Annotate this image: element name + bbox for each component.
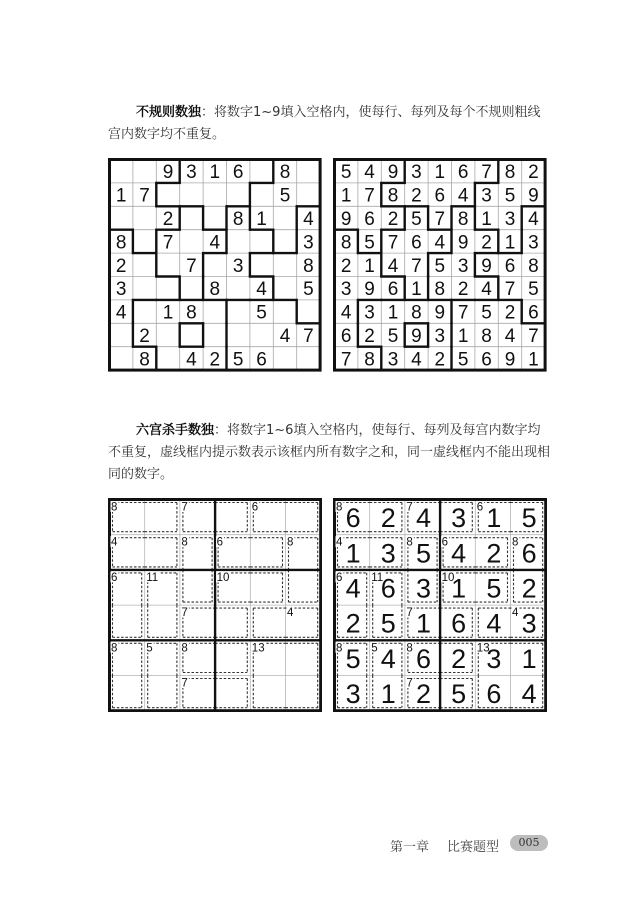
grid-digit: 4 xyxy=(364,162,375,184)
grid-digit: 2 xyxy=(486,538,502,569)
cage-sum: 8 xyxy=(181,642,188,655)
cage-sum: 6 xyxy=(476,501,484,514)
grid-digit: 9 xyxy=(340,209,352,230)
irregular-sudoku-solution xyxy=(333,158,547,372)
grid-digit: 5 xyxy=(415,538,432,569)
grid-digit: 4 xyxy=(434,232,446,254)
cage-sum: 11 xyxy=(371,571,384,584)
grid-digit: 3 xyxy=(457,255,469,277)
grid-digit: 6 xyxy=(256,349,267,371)
grid-digit: 5 xyxy=(481,302,492,324)
grid-digit: 5 xyxy=(521,503,537,534)
grid-digit: 5 xyxy=(279,185,291,207)
grid-digit: 4 xyxy=(345,573,361,604)
grid-digit: 6 xyxy=(504,255,516,277)
grid-digit: 1 xyxy=(486,503,502,534)
grid-digit: 2 xyxy=(209,349,221,371)
grid-digit: 7 xyxy=(504,279,516,301)
cage-sum: 8 xyxy=(111,642,118,655)
grid-digit: 4 xyxy=(521,679,537,710)
grid-digit: 7 xyxy=(162,232,174,254)
grid-digit: 5 xyxy=(528,279,539,301)
grid-digit: 4 xyxy=(303,209,314,230)
grid-digit: 3 xyxy=(415,573,432,604)
grid-digit: 3 xyxy=(186,162,197,184)
grid-digit: 2 xyxy=(411,185,422,207)
grid-digit: 7 xyxy=(457,302,469,324)
irregular-sudoku-puzzle xyxy=(108,158,322,372)
grid-digit: 2 xyxy=(162,209,174,230)
cage-sum: 10 xyxy=(216,571,230,584)
grid-digit: 6 xyxy=(521,538,537,569)
cage-sum: 6 xyxy=(441,536,449,549)
grid-digit: 3 xyxy=(345,679,361,710)
grid-digit: 1 xyxy=(457,326,469,347)
grid-digit: 2 xyxy=(115,255,127,277)
grid-digit: 3 xyxy=(504,209,516,230)
cage-sum: 5 xyxy=(371,642,378,655)
grid-digit: 1 xyxy=(340,185,352,207)
cage-sum: 8 xyxy=(111,501,118,514)
grid-digit: 3 xyxy=(232,255,244,277)
grid-digit: 9 xyxy=(162,162,174,184)
grid-digit: 3 xyxy=(411,162,422,184)
grid-digit: 9 xyxy=(434,302,446,324)
grid-digit: 2 xyxy=(139,326,150,347)
grid-digit: 9 xyxy=(411,326,422,347)
grid-digit: 4 xyxy=(415,503,432,534)
grid-digit: 7 xyxy=(364,185,375,207)
cage-sum: 8 xyxy=(336,501,343,514)
cage-sum: 7 xyxy=(406,607,413,620)
grid-digit: 8 xyxy=(457,209,469,230)
grid-digit: 1 xyxy=(256,209,267,230)
grid-digit: 8 xyxy=(303,255,314,277)
killer-sudoku-rules xyxy=(108,420,550,486)
grid-digit: 2 xyxy=(481,232,492,254)
grid-digit: 4 xyxy=(481,279,492,301)
grid-digit: 7 xyxy=(303,326,314,347)
grid-digit: 7 xyxy=(186,255,197,277)
grid-digit: 4 xyxy=(411,349,422,371)
cage-sum: 11 xyxy=(146,571,159,584)
cage-sum: 8 xyxy=(287,536,294,549)
grid-digit: 8 xyxy=(186,302,197,324)
irregular-sudoku-title: 不规则数独 xyxy=(136,105,202,120)
grid-digit: 2 xyxy=(364,326,375,347)
grid-digit: 1 xyxy=(209,162,221,184)
grid-digit: 4 xyxy=(186,349,197,371)
grid-digit: 7 xyxy=(528,326,539,347)
grid-digit: 6 xyxy=(457,162,469,184)
grid-digit: 1 xyxy=(434,162,446,184)
grid-digit: 7 xyxy=(387,232,399,254)
killer-sudoku-solution xyxy=(333,498,547,712)
killer-sudoku-text: ：将数字1~6填入空格内，使每行、每列及每宫内数字均不重复，虚线框内提示数表示该框内所有数字之和，同一虚线框内不能出现相同的数字。 xyxy=(108,423,551,482)
grid-digit: 1 xyxy=(411,279,422,301)
grid-digit: 5 xyxy=(380,608,396,639)
grid-digit: 9 xyxy=(387,162,399,184)
cage-sum: 6 xyxy=(216,536,224,549)
page-number-badge: 005 xyxy=(510,835,548,851)
cage-sum: 10 xyxy=(441,571,455,584)
cage-sum: 4 xyxy=(512,607,519,620)
grid-digit: 6 xyxy=(481,349,492,371)
grid-digit: 9 xyxy=(504,349,516,371)
grid-digit: 8 xyxy=(209,279,221,301)
cage-sum: 8 xyxy=(512,536,519,549)
grid-digit: 4 xyxy=(380,643,396,674)
grid-digit: 3 xyxy=(528,232,539,254)
grid-digit: 6 xyxy=(486,679,502,710)
grid-digit: 7 xyxy=(434,209,446,230)
grid-digit: 3 xyxy=(340,279,352,301)
grid-digit: 6 xyxy=(451,608,467,639)
grid-digit: 6 xyxy=(528,302,539,324)
grid-digit: 6 xyxy=(232,162,244,184)
grid-digit: 3 xyxy=(115,279,127,301)
grid-digit: 6 xyxy=(387,279,399,301)
grid-digit: 5 xyxy=(486,573,502,604)
cage-sum: 8 xyxy=(336,642,343,655)
grid-digit: 8 xyxy=(139,349,150,371)
grid-digit: 3 xyxy=(486,643,502,674)
grid-digit: 8 xyxy=(364,349,375,371)
cage-sum: 4 xyxy=(111,536,118,549)
cage-sum: 6 xyxy=(111,571,118,584)
grid-digit: 3 xyxy=(521,608,537,639)
grid-digit: 5 xyxy=(256,302,267,324)
grid-digit: 8 xyxy=(279,162,291,184)
grid-digit: 5 xyxy=(340,162,352,184)
grid-digit: 2 xyxy=(457,279,469,301)
grid-digit: 1 xyxy=(380,679,396,710)
grid-digit: 8 xyxy=(411,302,422,324)
footer-chapter: 第一章 xyxy=(390,840,430,855)
grid-digit: 6 xyxy=(411,232,422,254)
grid-digit: 4 xyxy=(256,279,267,301)
grid-digit: 3 xyxy=(481,185,492,207)
cage-sum: 7 xyxy=(181,501,188,514)
grid-digit: 2 xyxy=(340,255,352,277)
grid-digit: 1 xyxy=(387,302,399,324)
grid-digit: 2 xyxy=(451,643,467,674)
irregular-sudoku-rules xyxy=(108,102,550,146)
irregular-sudoku-text: ：将数字1~9填入空格内，使每行、每列及每个不规则粗线宫内数字均不重复。 xyxy=(108,105,541,142)
cage-sum: 7 xyxy=(181,607,188,620)
grid-digit: 5 xyxy=(364,232,375,254)
grid-digit: 1 xyxy=(528,349,539,371)
cage-sum: 7 xyxy=(406,677,413,690)
grid-digit: 7 xyxy=(340,349,352,371)
grid-digit: 4 xyxy=(387,255,399,277)
grid-digit: 4 xyxy=(457,185,469,207)
grid-digit: 7 xyxy=(411,255,422,277)
grid-digit: 9 xyxy=(457,232,469,254)
cage-sum: 4 xyxy=(287,607,294,620)
grid-digit: 1 xyxy=(415,608,432,639)
grid-digit: 2 xyxy=(345,608,361,639)
grid-digit: 8 xyxy=(115,232,127,254)
grid-digit: 6 xyxy=(415,643,432,674)
grid-digit: 5 xyxy=(387,326,399,347)
grid-digit: 2 xyxy=(380,503,396,534)
grid-digit: 4 xyxy=(528,209,539,230)
cage-sum: 6 xyxy=(336,571,343,584)
grid-digit: 1 xyxy=(345,538,361,569)
cage-sum: 4 xyxy=(336,536,343,549)
grid-digit: 1 xyxy=(504,232,516,254)
grid-digit: 4 xyxy=(451,538,467,569)
grid-digit: 1 xyxy=(364,255,375,277)
grid-digit: 6 xyxy=(434,185,446,207)
grid-digit: 3 xyxy=(303,232,314,254)
grid-digit: 4 xyxy=(115,302,127,324)
grid-digit: 5 xyxy=(345,643,361,674)
grid-digit: 3 xyxy=(380,538,396,569)
grid-digit: 3 xyxy=(451,503,467,534)
grid-digit: 3 xyxy=(387,349,399,371)
grid-digit: 1 xyxy=(481,209,492,230)
cage-sum: 8 xyxy=(406,536,413,549)
grid-digit: 5 xyxy=(303,279,314,301)
cage-sum: 7 xyxy=(406,501,413,514)
grid-digit: 2 xyxy=(504,302,516,324)
grid-digit: 8 xyxy=(528,255,539,277)
grid-digit: 5 xyxy=(504,185,516,207)
grid-digit: 7 xyxy=(481,162,492,184)
grid-digit: 6 xyxy=(380,573,396,604)
grid-digit: 5 xyxy=(457,349,469,371)
grid-digit: 3 xyxy=(434,326,446,347)
grid-digit: 3 xyxy=(364,302,375,324)
grid-digit: 8 xyxy=(504,162,516,184)
grid-digit: 1 xyxy=(162,302,174,324)
grid-digit: 4 xyxy=(340,302,352,324)
grid-digit: 4 xyxy=(504,326,516,347)
grid-digit: 2 xyxy=(434,349,446,371)
grid-digit: 6 xyxy=(340,326,352,347)
grid-digit: 7 xyxy=(139,185,150,207)
cage-sum: 6 xyxy=(251,501,259,514)
grid-digit: 9 xyxy=(481,255,492,277)
grid-digit: 4 xyxy=(279,326,291,347)
grid-digit: 5 xyxy=(451,679,467,710)
footer-title: 比赛题型 xyxy=(447,840,500,855)
killer-sudoku-puzzle xyxy=(108,498,322,712)
grid-digit: 9 xyxy=(364,279,375,301)
page-footer xyxy=(390,834,550,854)
grid-digit: 9 xyxy=(528,185,539,207)
grid-digit: 1 xyxy=(451,573,467,604)
grid-digit: 8 xyxy=(434,279,446,301)
grid-digit: 8 xyxy=(481,326,492,347)
grid-digit: 2 xyxy=(528,162,539,184)
grid-digit: 4 xyxy=(486,608,502,639)
grid-digit: 2 xyxy=(521,573,537,604)
grid-digit: 1 xyxy=(521,643,537,674)
grid-digit: 8 xyxy=(340,232,352,254)
grid-digit: 6 xyxy=(364,209,375,230)
grid-digit: 2 xyxy=(415,679,432,710)
grid-digit: 5 xyxy=(434,255,446,277)
cage-sum: 8 xyxy=(406,642,413,655)
grid-digit: 4 xyxy=(209,232,221,254)
grid-digit: 5 xyxy=(232,349,244,371)
cage-sum: 5 xyxy=(146,642,153,655)
grid-digit: 1 xyxy=(115,185,127,207)
grid-digit: 6 xyxy=(345,503,361,534)
cage-sum: 13 xyxy=(251,642,265,655)
cage-sum: 13 xyxy=(476,642,490,655)
cage-sum: 7 xyxy=(181,677,188,690)
grid-digit: 2 xyxy=(387,209,399,230)
cage-sum: 8 xyxy=(181,536,188,549)
grid-digit: 5 xyxy=(411,209,422,230)
grid-digit: 8 xyxy=(232,209,244,230)
grid-digit: 8 xyxy=(387,185,399,207)
killer-sudoku-title: 六宫杀手数独 xyxy=(136,423,215,438)
